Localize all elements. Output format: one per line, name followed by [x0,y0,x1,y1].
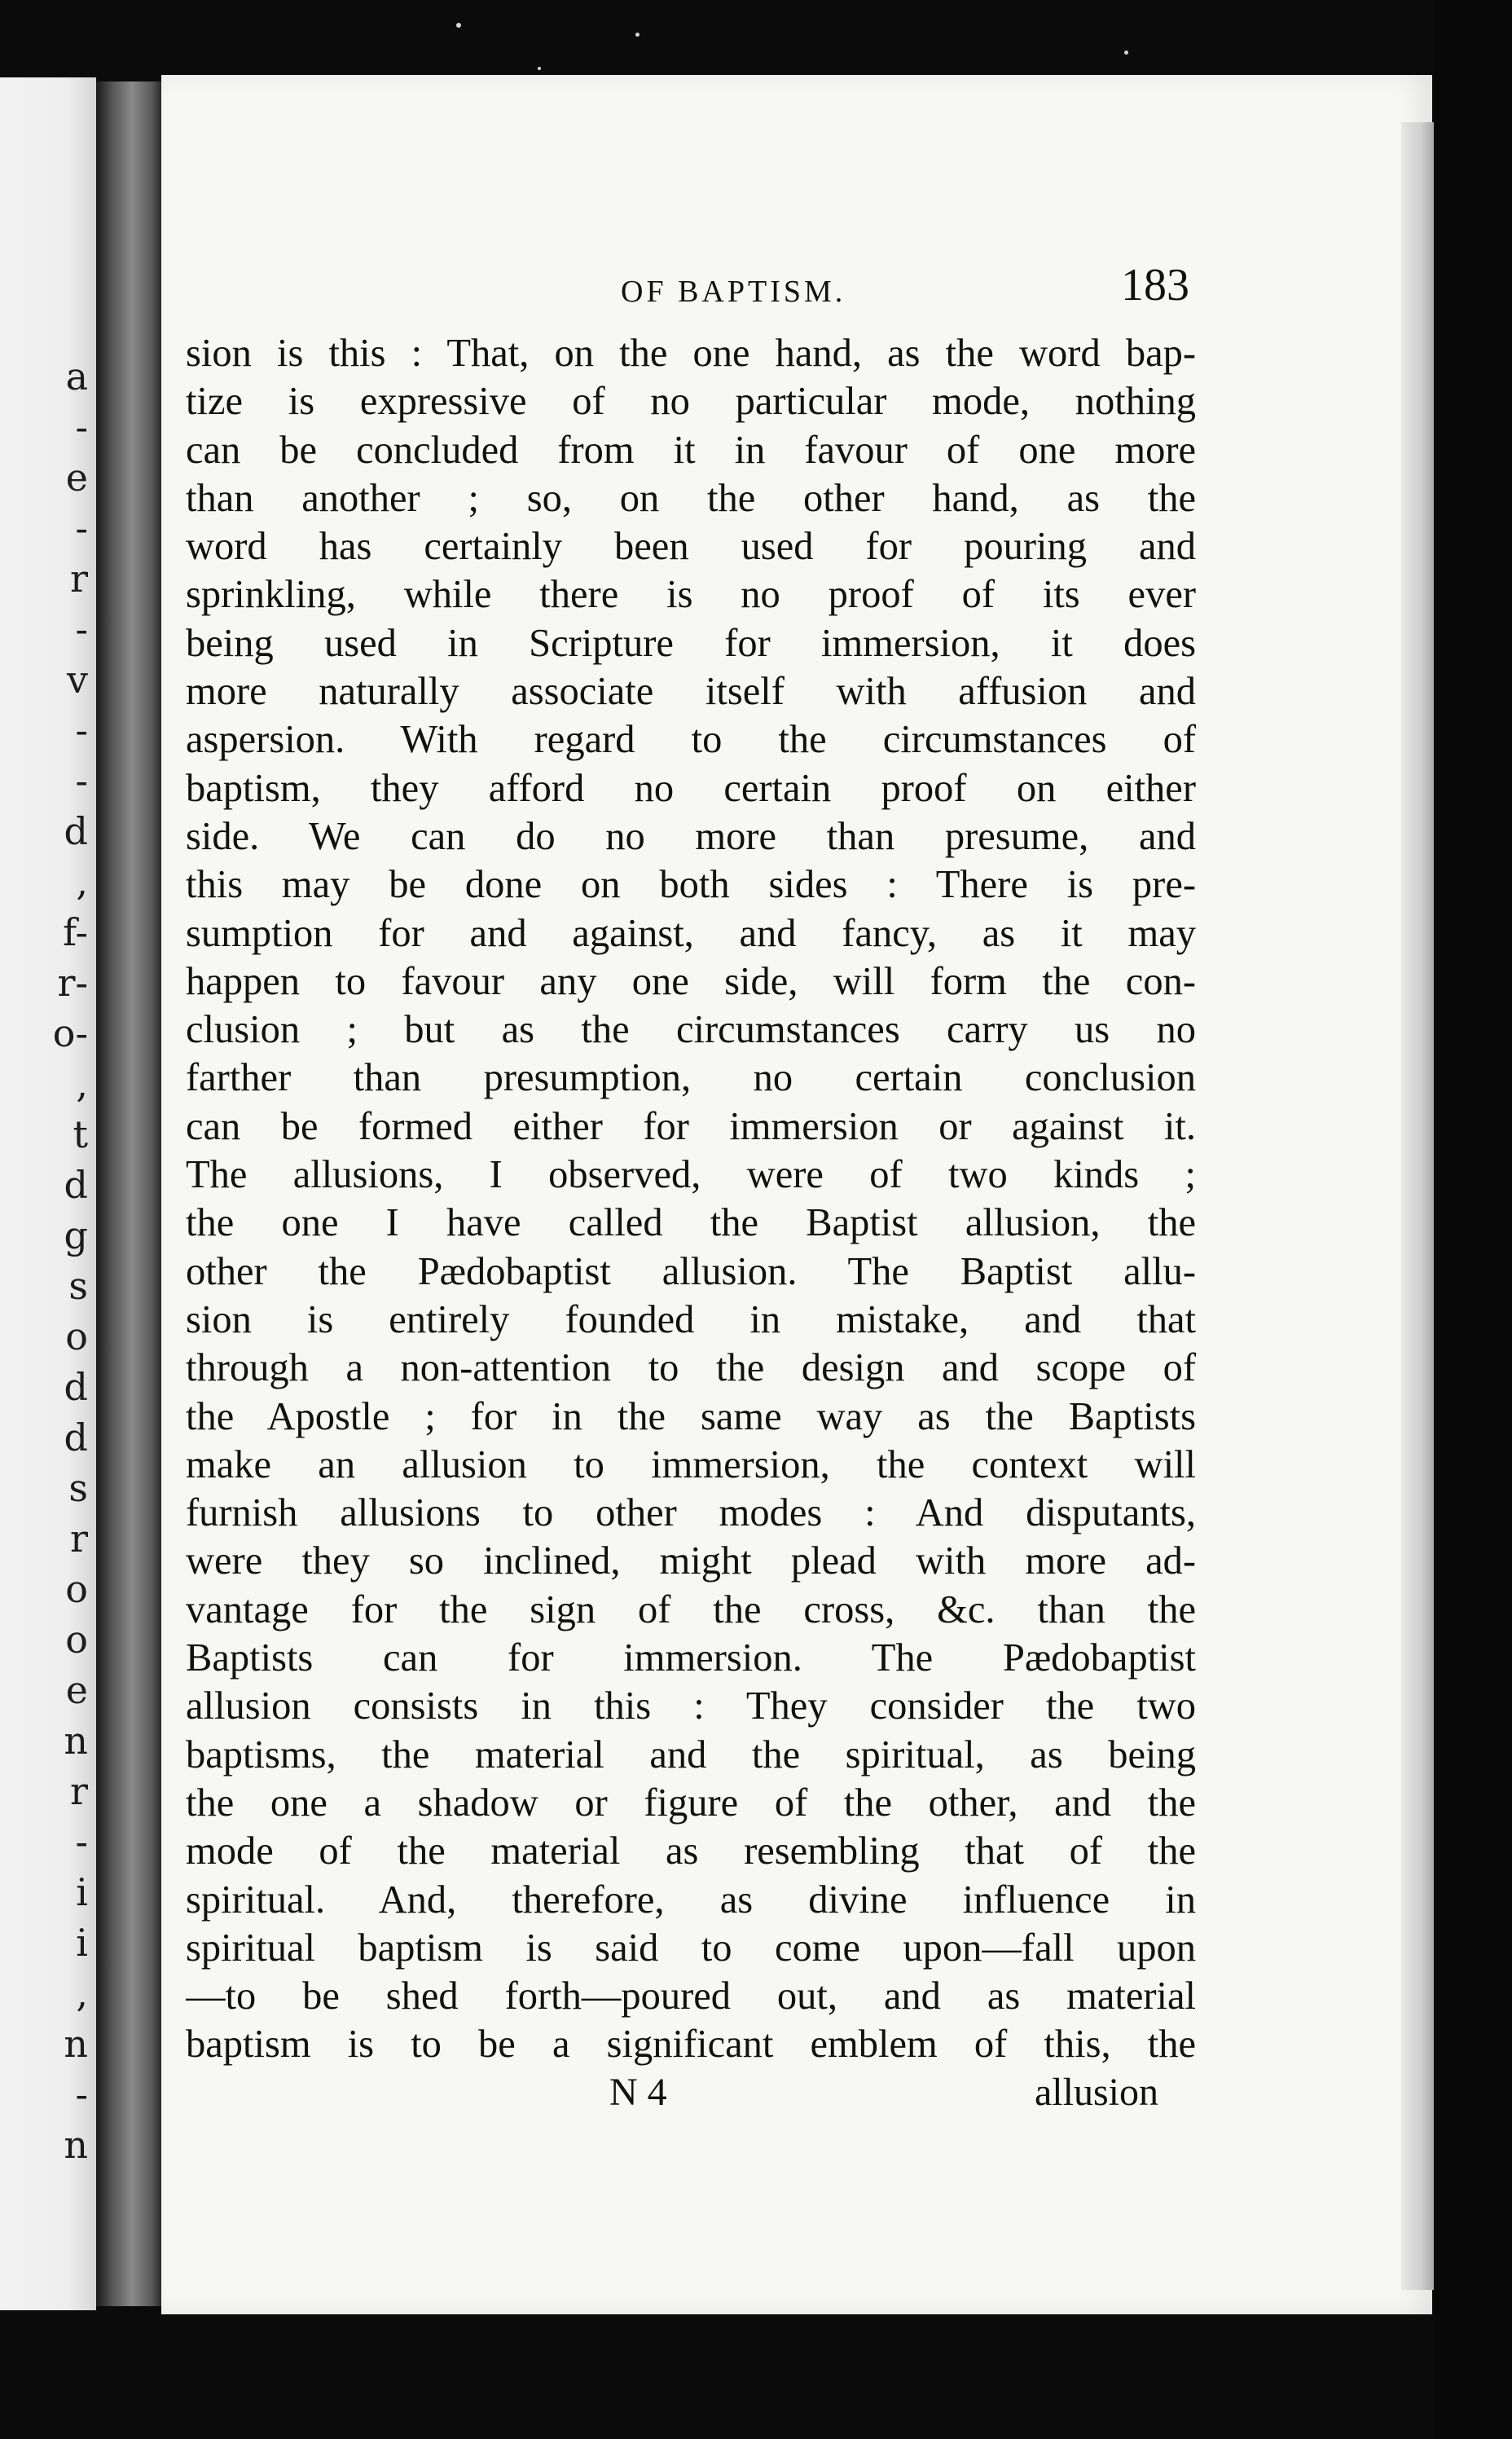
facing-page-fragment: r [70,1517,88,1561]
text-line: this may be done on both sides : There is pre- [186,863,1196,907]
facing-page-fragment: - [75,506,88,550]
text-line: sion is this : That, on the one hand, as the word bap- [186,332,1196,375]
facing-page-fragment: f- [63,910,88,954]
facing-page-fragment: - [75,607,88,651]
facing-page-fragment: o [65,1314,88,1358]
facing-page-fragment: d [64,1163,88,1207]
text-line: allusion consists in this : They consider the two [186,1684,1196,1728]
facing-page-fragment: r [70,1769,88,1813]
scan-border [1434,0,1512,2439]
facing-page-fragment: - [75,2072,88,2116]
facing-page-fragment: - [75,708,88,752]
text-line: Baptists can for immersion. The Pædobaptist [186,1636,1196,1680]
text-line: vantage for the sign of the cross, &c. than the [186,1587,1196,1631]
facing-page-fragment: d [64,1365,88,1409]
facing-page-fragment: r- [57,961,88,1005]
text-line: baptism is to be a significant emblem of this, the [186,2023,1196,2067]
text-line: being used in Scripture for immersion, it does [186,621,1196,665]
facing-page-fragment: e [65,1668,88,1712]
text-line: spiritual baptism is said to come upon—fall upon [186,1926,1196,1970]
scan-speck [635,33,640,37]
text-line: baptisms, the material and the spiritual, as being [186,1732,1196,1776]
page-edge [1401,122,1434,2290]
book-gutter [96,81,161,2306]
facing-page-fragment: n [64,2022,88,2066]
text-line: sion is entirely founded in mistake, and that [186,1297,1196,1341]
scan-speck [538,67,541,70]
facing-page-fragment: e [65,456,88,500]
text-line: can be concluded from it in favour of one more [186,428,1196,472]
facing-page-fragment: a [65,354,88,398]
facing-page-fragment: - [75,759,88,803]
text-line: clusion ; but as the circumstances carry us no [186,1008,1196,1052]
facing-page-fragment: - [75,1820,88,1864]
text-line: were they so inclined, might plead with more ad- [186,1539,1196,1583]
facing-page-fragment: o- [52,1011,88,1055]
facing-page-fragment: s [68,1264,88,1308]
facing-page-fragment: o [65,1567,88,1611]
page-number: 183 [1121,260,1189,310]
text-line: The allusions, I observed, were of two kinds ; [186,1153,1196,1197]
text-line: can be formed either for immersion or against it. [186,1104,1196,1148]
text-line: the one a shadow or figure of the other, and the [186,1781,1196,1825]
catchword: allusion [1035,2071,1158,2114]
text-line: side. We can do no more than presume, and [186,814,1196,858]
page-body-text [186,329,1196,2069]
text-line: more naturally associate itself with affusion and [186,670,1196,714]
facing-page-fragment: d [64,1415,88,1459]
scan-speck [456,23,461,28]
facing-page-strip [0,77,96,2310]
text-line: word has certainly been used for pouring and [186,525,1196,569]
signature-mark: N 4 [609,2071,667,2114]
facing-page-fragment: d [64,809,88,853]
text-line: tize is expressive of no particular mode, nothing [186,380,1196,424]
text-line: sprinkling, while there is no proof of its ever [186,573,1196,617]
facing-page-fragment: r [70,557,88,601]
text-line: make an allusion to immersion, the context will [186,1442,1196,1486]
facing-page-fragment: , [76,1971,88,2015]
text-line: spiritual. And, therefore, as divine influence in [186,1878,1196,1922]
text-line: baptism, they afford no certain proof on either [186,766,1196,810]
facing-page-fragment: o [65,1618,88,1662]
facing-page-fragment: , [76,1062,88,1106]
text-line: sumption for and against, and fancy, as it may [186,911,1196,955]
text-line: furnish allusions to other modes : And disputants, [186,1491,1196,1535]
text-line: other the Pædobaptist allusion. The Baptist allu- [186,1249,1196,1293]
text-line: aspersion. With regard to the circumstances of [186,718,1196,762]
facing-page-fragment: n [64,1719,88,1763]
facing-page-fragment: t [73,1112,88,1156]
text-line: —to be shed forth—poured out, and as material [186,1975,1196,2019]
facing-page-fragment: s [68,1466,88,1510]
text-line: mode of the material as resembling that of the [186,1829,1196,1873]
text-line: the one I have called the Baptist allusion, the [186,1201,1196,1245]
facing-page-fragment: v [67,658,88,702]
text-line: through a non-attention to the design and scope of [186,1346,1196,1390]
scan-speck [1124,51,1128,55]
facing-page-fragment: g [64,1213,88,1257]
facing-page-fragment: n [64,2123,88,2167]
running-head: OF BAPTISM. [621,275,846,309]
facing-page-fragment: , [76,860,88,904]
text-line: farther than presumption, no certain conclusion [186,1056,1196,1100]
facing-page-fragment: i [76,1921,88,1965]
text-line: the Apostle ; for in the same way as the Baptists [186,1394,1196,1438]
facing-page-fragment: - [75,405,88,449]
text-line: happen to favour any one side, will form the con- [186,959,1196,1003]
text-line: than another ; so, on the other hand, as the [186,476,1196,520]
facing-page-fragment: i [76,1870,88,1914]
